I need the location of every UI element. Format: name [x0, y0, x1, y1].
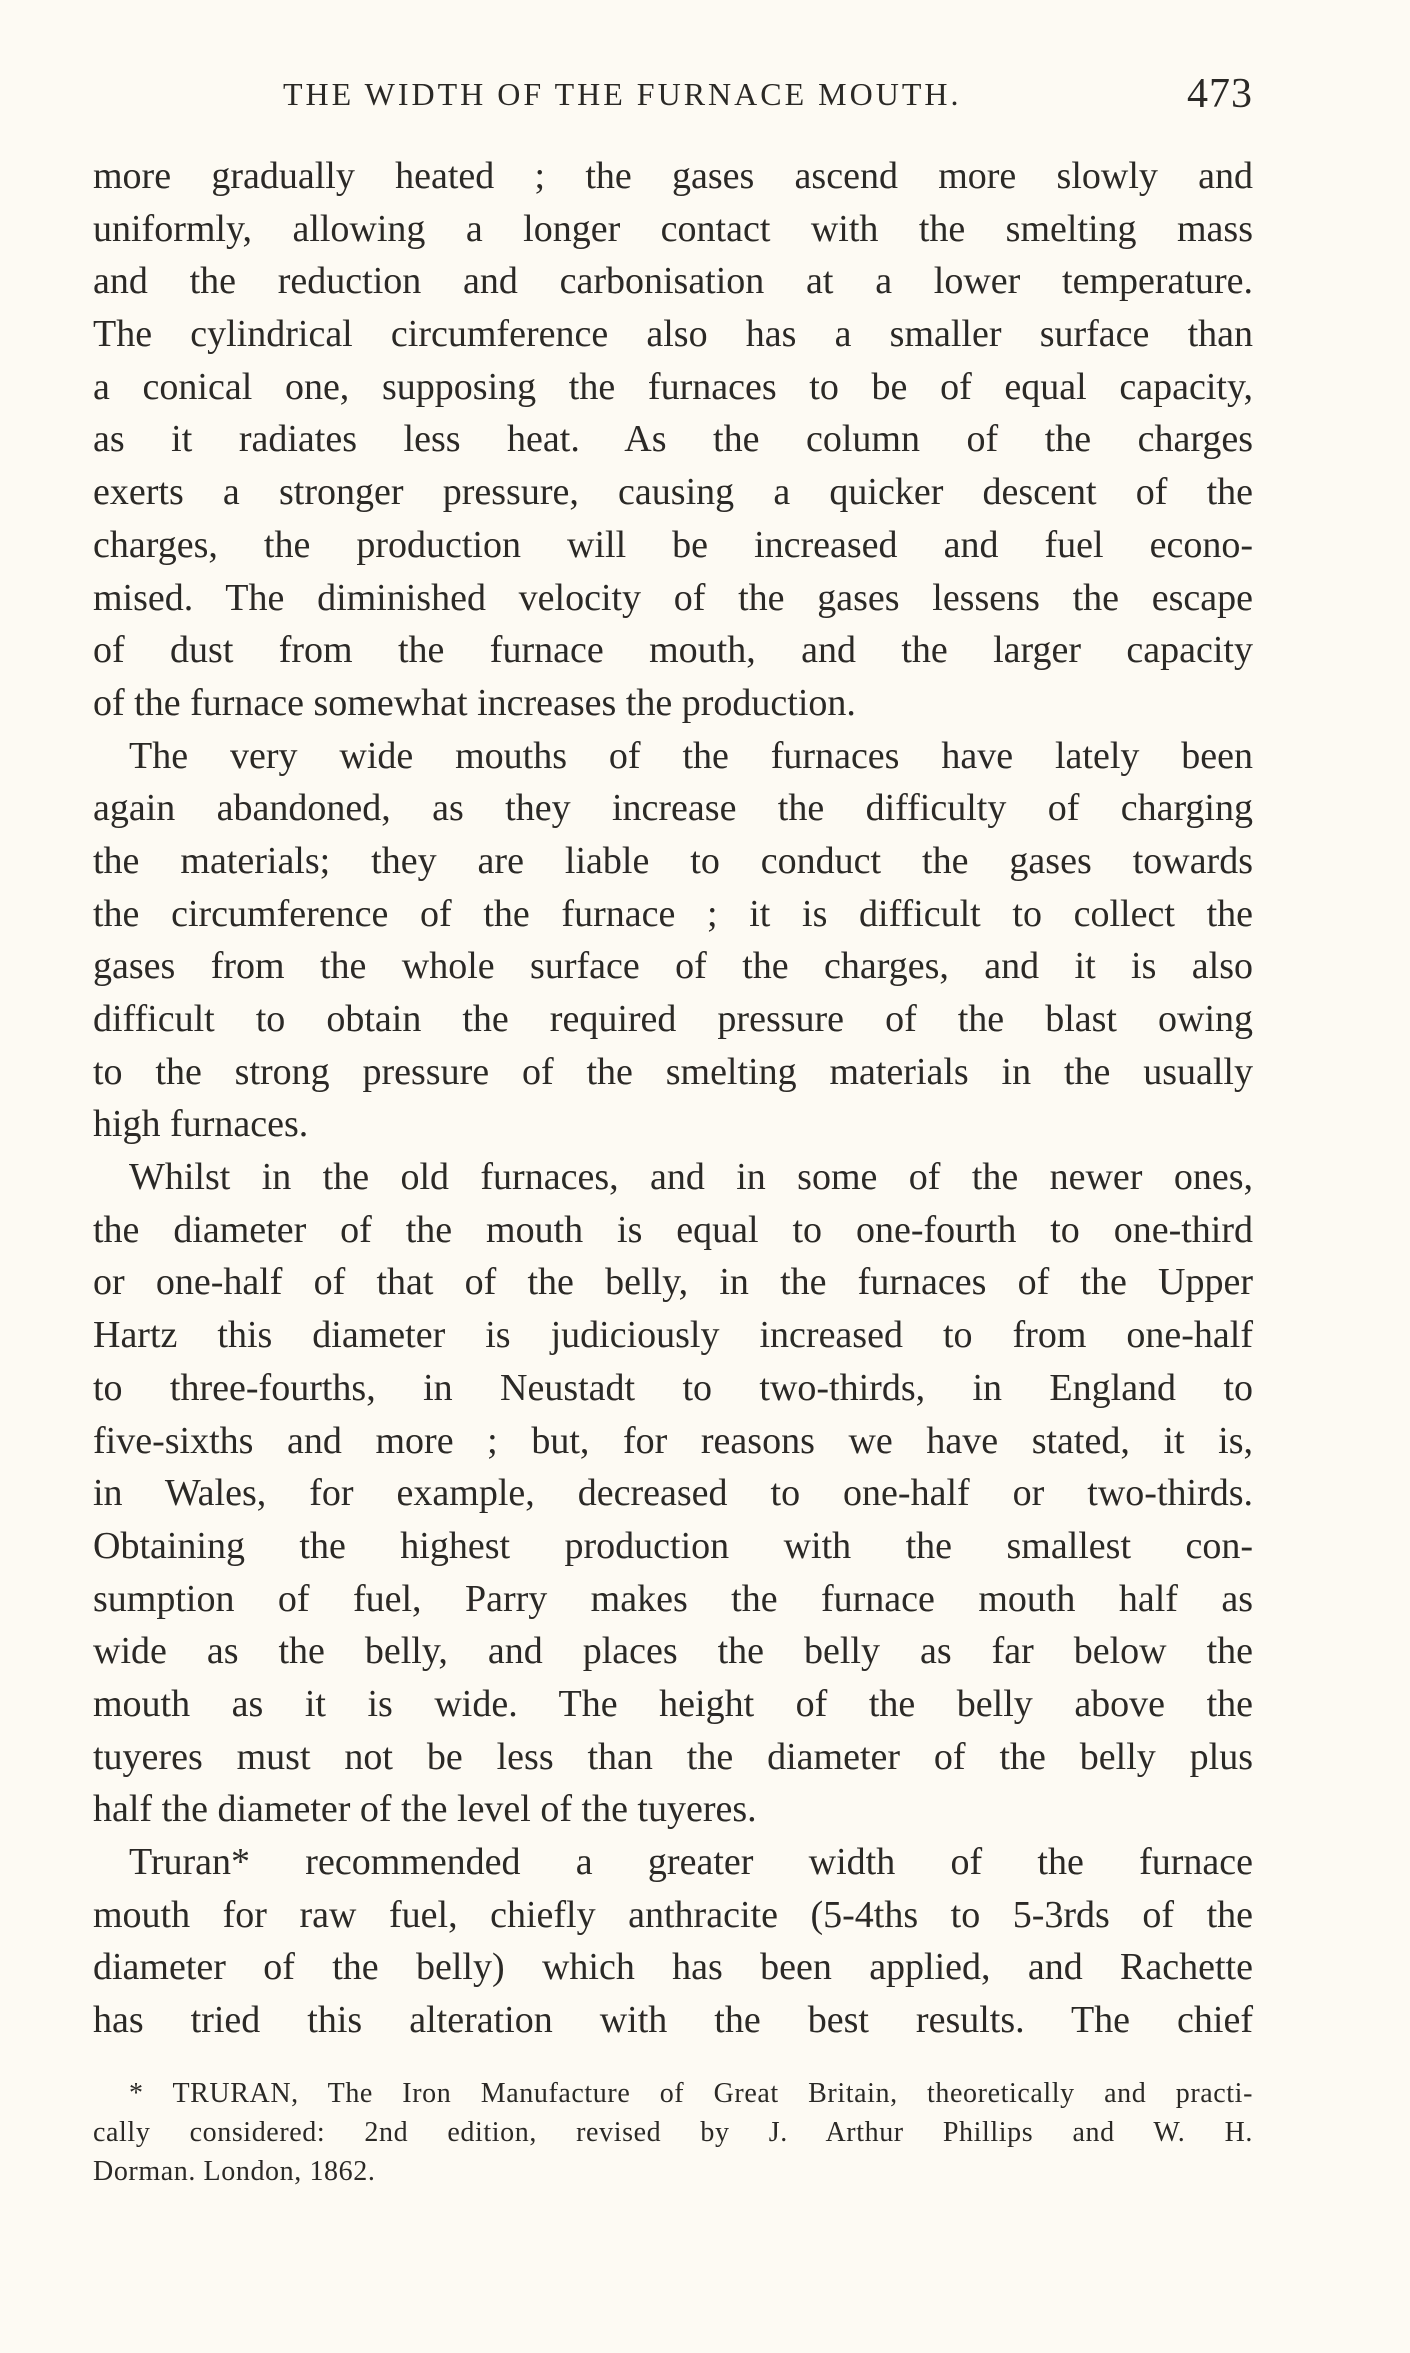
text-line: wide as the belly, and places the belly as far below the — [93, 1630, 1253, 1673]
text-line: in Wales, for example, decreased to one-half or two-thirds. — [93, 1472, 1253, 1515]
running-head — [93, 68, 1253, 128]
text-line: of dust from the furnace mouth, and the larger capacity — [93, 629, 1253, 672]
text-line: charges, the production will be increased and fuel econo- — [93, 523, 1253, 566]
text-line: uniformly, allowing a longer contact with the smelting mass — [93, 207, 1253, 250]
text-line: mised. The diminished velocity of the gases lessens the escape — [93, 576, 1253, 619]
text-line: Hartz this diameter is judiciously increased to from one-half — [93, 1314, 1253, 1357]
text-line: or one-half of that of the belly, in the furnaces of the Upper — [93, 1261, 1253, 1304]
text-line: to three-fourths, in Neustadt to two-thirds, in England to — [93, 1366, 1253, 1409]
text-line: diameter of the belly) which has been applied, and Rachette — [93, 1946, 1253, 1989]
page-number: 473 — [1187, 71, 1253, 117]
footnote-line: * TRURAN, The Iron Manufacture of Great Britain, theoretically and practi- — [129, 2078, 1253, 2109]
text-line: high furnaces. — [93, 1103, 309, 1146]
text-line: sumption of fuel, Parry makes the furnace mouth half as — [93, 1577, 1253, 1620]
text-line: exerts a stronger pressure, causing a quicker descent of the — [93, 471, 1253, 514]
text-line: the diameter of the mouth is equal to one-fourth to one-third — [93, 1208, 1253, 1251]
text-line: tuyeres must not be less than the diameter of the belly plus — [93, 1735, 1253, 1778]
text-line: to the strong pressure of the smelting materials in the usually — [93, 1050, 1253, 1093]
text-line: and the reduction and carbonisation at a lower temperature. — [93, 260, 1253, 303]
text-line: Obtaining the highest production with the smallest con- — [93, 1524, 1253, 1567]
footnote-line: Dorman. London, 1862. — [93, 2156, 376, 2187]
text-line: mouth for raw fuel, chiefly anthracite (5-4ths to 5-3rds of the — [93, 1893, 1253, 1936]
body-text — [93, 150, 1253, 2047]
text-line: has tried this alteration with the best results. The chief — [93, 1999, 1253, 2042]
text-line: of the furnace somewhat increases the production. — [93, 681, 856, 724]
text-line: gases from the whole surface of the charges, and it is also — [93, 945, 1253, 988]
text-line: The cylindrical circumference also has a smaller surface than — [93, 313, 1253, 356]
text-line: The very wide mouths of the furnaces have lately been — [129, 734, 1253, 777]
footnote — [93, 2074, 1253, 2191]
text-line: mouth as it is wide. The height of the belly above the — [93, 1682, 1253, 1725]
text-line: half the diameter of the level of the tuyeres. — [93, 1788, 757, 1831]
text-line: Whilst in the old furnaces, and in some of the newer ones, — [129, 1156, 1253, 1199]
text-line: five-sixths and more ; but, for reasons we have stated, it is, — [93, 1419, 1253, 1462]
text-line: difficult to obtain the required pressure of the blast owing — [93, 998, 1253, 1040]
footnote-line: cally considered: 2nd edition, revised by J. Arthur Phillips and W. H. — [93, 2117, 1253, 2148]
text-line: a conical one, supposing the furnaces to be of equal capacity, — [93, 365, 1253, 408]
text-line: the materials; they are liable to conduct the gases towards — [93, 839, 1253, 882]
text-line: as it radiates less heat. As the column of the charges — [93, 418, 1253, 461]
text-line: again abandoned, as they increase the difficulty of charging — [93, 787, 1253, 830]
text-line: more gradually heated ; the gases ascend more slowly and — [93, 155, 1253, 197]
text-line: Truran* recommended a greater width of the furnace — [129, 1841, 1253, 1883]
running-title: THE WIDTH OF THE FURNACE MOUTH. — [283, 76, 962, 112]
text-line: the circumference of the furnace ; it is difficult to collect the — [93, 892, 1253, 935]
